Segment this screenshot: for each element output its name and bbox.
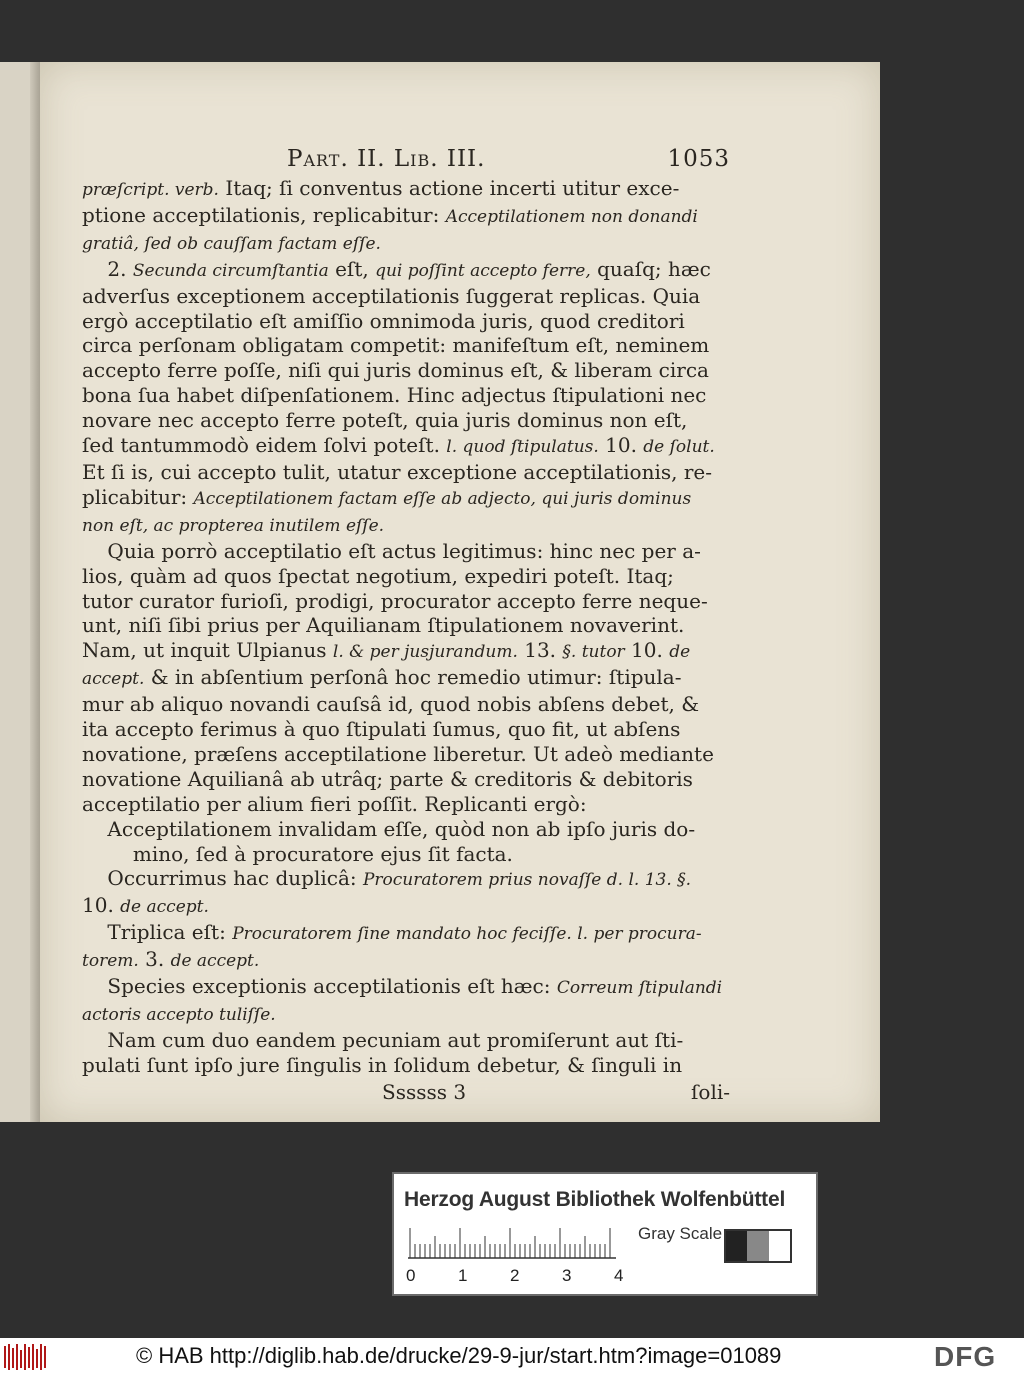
page-gutter <box>30 62 40 1122</box>
text-segment: ergò acceptilatio eſt amiſſio omnimoda juris, quod creditori <box>82 308 685 333</box>
text-line <box>82 176 712 203</box>
text-line <box>82 257 712 284</box>
text-line <box>82 767 712 792</box>
italic-segment: torem. <box>82 951 139 972</box>
text-segment: plicabitur: <box>82 484 194 509</box>
text-segment: accepto ferre poſſe, niſi qui juris dominus eſt, & liberam circa <box>82 358 709 383</box>
text-line <box>82 638 712 665</box>
text-line <box>82 1053 712 1078</box>
text-segment: ſed tantummodò eidem ſolvi poteſt. <box>82 433 447 458</box>
text-segment: pulati ſunt ipſo jure ſingulis in ſolidum debetur, & ſinguli in <box>82 1052 683 1077</box>
running-header <box>82 146 730 176</box>
text-segment: mur ab aliquo novandi cauſsâ id, quod nobis abſens debet, & <box>82 692 700 717</box>
text-segment: mino, ſed à procuratore ejus ſit facta. <box>82 841 513 866</box>
ruler-label: 4 <box>614 1266 624 1285</box>
text-line <box>82 485 712 512</box>
text-line <box>82 717 712 742</box>
text-line <box>82 284 712 309</box>
italic-segment: Acceptilationem non donandi <box>445 206 698 227</box>
text-segment: Occurrimus hac duplicâ: <box>82 866 363 891</box>
text-line <box>82 589 712 614</box>
italic-segment: Procuratorem prius novaſſe d. l. 13. §. <box>362 870 692 891</box>
text-segment: eſt, <box>328 256 376 281</box>
text-line <box>82 309 712 334</box>
text-line <box>82 792 712 817</box>
gray-swatch-light <box>769 1231 790 1261</box>
ruler-label: 2 <box>510 1266 520 1285</box>
text-segment: & in abſentium perſonâ hoc remedio utimur: ſtipula- <box>144 665 682 690</box>
text-segment: ita accepto ferimus à quo ſtipulati ſumus, quo fit, ut abſens <box>82 717 681 742</box>
text-segment: ptione acceptilationis, replicabitur: <box>82 202 446 227</box>
text-line <box>82 665 712 692</box>
ruler-scale <box>408 1224 618 1264</box>
text-segment: 13. <box>517 638 563 663</box>
gray-swatch-mid <box>747 1231 768 1261</box>
gray-scale-label: Gray Scale <box>638 1224 723 1243</box>
italic-segment: §. tutor <box>562 642 625 663</box>
text-line <box>82 433 715 460</box>
text-line <box>82 512 712 539</box>
italic-segment: non eſt, ac propterea inutilem eſſe. <box>82 515 385 536</box>
text-line <box>82 1028 712 1053</box>
page-text-block <box>82 146 730 1110</box>
ruler-label: 1 <box>458 1266 468 1285</box>
text-segment: Quia porrò acceptilatio eſt actus legitimus: hinc nec per a- <box>82 538 701 563</box>
text-segment: quaſq; hæc <box>590 256 711 281</box>
text-line <box>82 842 712 867</box>
italic-segment: qui poſſint accepto ferre, <box>375 260 591 281</box>
text-line <box>82 460 712 485</box>
text-segment: Itaq; ſi conventus actione incerti utitur exce- <box>218 176 680 200</box>
italic-segment: Procuratorem ſine mandato hoc feciſſe. l. per procura- <box>232 924 702 945</box>
signature-mark: Ssssss 3 <box>382 1079 467 1104</box>
page-footer <box>82 1079 730 1110</box>
text-segment: tutor curator furioſi, prodigi, procurator accepto ferre neque- <box>82 588 708 613</box>
italic-segment: præſcript. verb. <box>82 180 219 200</box>
italic-segment: l. quod ſtipulatus. <box>446 437 599 458</box>
text-segment: novatione, præſens acceptilatione liberetur. Ut adeò mediante <box>82 741 714 766</box>
gray-swatch-dark <box>726 1231 747 1261</box>
italic-segment: Acceptilationem factam eſſe ab adjecto, qui juris dominus <box>193 488 692 509</box>
text-line <box>82 539 712 564</box>
text-segment: unt, niſi ſibi prius per Aquilianam ſtipulationem novaverint. <box>82 613 685 638</box>
text-line <box>82 893 712 920</box>
text-segment: adverſus exceptionem acceptilationis ſuggerat replicas. Quia <box>82 283 701 308</box>
italic-segment: de accept. <box>120 897 209 918</box>
text-segment: Triplica eſt: <box>82 920 233 945</box>
text-line <box>82 974 723 1001</box>
text-segment: acceptilatio per alium fieri poſſit. Replicanti ergò: <box>82 791 587 816</box>
text-segment: Nam, ut inquit Ulpianus <box>82 638 333 663</box>
library-name: Herzog August Bibliothek Wolfenbüttel <box>404 1188 786 1211</box>
text-line <box>82 408 712 433</box>
viewer-footer-bar <box>0 1338 1024 1376</box>
text-segment: circa perſonam obligatam competit: manifeſtum eſt, neminem <box>82 333 710 358</box>
text-line <box>82 742 712 767</box>
italic-segment: l. & per jusjurandum. <box>332 642 518 663</box>
text-line <box>82 920 712 947</box>
page-number: 1053 <box>667 146 730 172</box>
italic-segment: de accept. <box>170 951 260 972</box>
text-line <box>82 866 712 893</box>
library-color-card <box>392 1172 818 1296</box>
running-title: Part. II. Lib. III. <box>287 146 486 172</box>
text-line <box>82 230 712 257</box>
italic-segment: Correum ſtipulandi <box>556 978 723 999</box>
text-segment: 10. <box>82 893 121 918</box>
text-segment: Acceptilationem invalidam eſſe, quòd non ab ipſo juris do- <box>82 816 696 841</box>
text-line <box>82 692 712 717</box>
dfg-logo: DFG <box>934 1341 997 1372</box>
text-segment: novatione Aquilianâ ab utrâq; parte & creditoris & debitoris <box>82 766 693 791</box>
text-segment: Nam cum duo eandem pecuniam aut promiſerunt aut ſti- <box>82 1027 684 1052</box>
hab-barcode-logo-icon <box>4 1344 46 1370</box>
text-line <box>82 947 712 974</box>
text-line <box>82 358 712 383</box>
italic-segment: actoris accepto tuliſſe. <box>82 1005 276 1025</box>
text-line <box>82 817 712 842</box>
italic-segment: accept. <box>82 669 145 690</box>
body-text <box>82 176 723 1078</box>
text-line <box>82 564 712 589</box>
catchword: ſoli- <box>691 1079 730 1104</box>
text-line <box>82 203 712 230</box>
text-line <box>82 613 712 638</box>
text-segment: Species exceptionis acceptilationis eſt hæc: <box>82 974 557 999</box>
text-line <box>82 333 712 358</box>
text-segment: 2. <box>82 256 133 281</box>
italic-segment: de <box>669 642 691 663</box>
gray-scale-swatches <box>724 1229 792 1263</box>
italic-segment: de ſolut. <box>643 437 715 458</box>
text-segment: 3. <box>138 947 171 972</box>
book-page <box>40 62 880 1122</box>
text-segment: bona ſua habet diſpenſationem. Hinc adjectus ſtipulationi nec <box>82 383 707 408</box>
text-segment: lios, quàm ad quos ſpectat negotium, expediri poteſt. Itaq; <box>82 563 674 588</box>
copyright-link[interactable]: © HAB http://diglib.hab.de/drucke/29-9-jur/start.htm?image=01089 <box>136 1343 782 1368</box>
text-line <box>82 383 712 408</box>
ruler-label: 3 <box>562 1266 572 1285</box>
italic-segment: gratiâ, ſed ob cauſſam factam eſſe. <box>82 233 381 254</box>
text-segment: novare nec accepto ferre poteſt, quia juris dominus non eſt, <box>82 408 688 433</box>
text-segment: 10. <box>598 433 644 458</box>
italic-segment: Secunda circumſtantia <box>132 260 329 281</box>
text-segment: Et ſi is, cui accepto tulit, utatur exceptione acceptilationis, re- <box>82 459 713 484</box>
ruler-label: 0 <box>406 1266 416 1285</box>
text-segment: 10. <box>624 638 670 663</box>
text-line <box>82 1001 712 1028</box>
